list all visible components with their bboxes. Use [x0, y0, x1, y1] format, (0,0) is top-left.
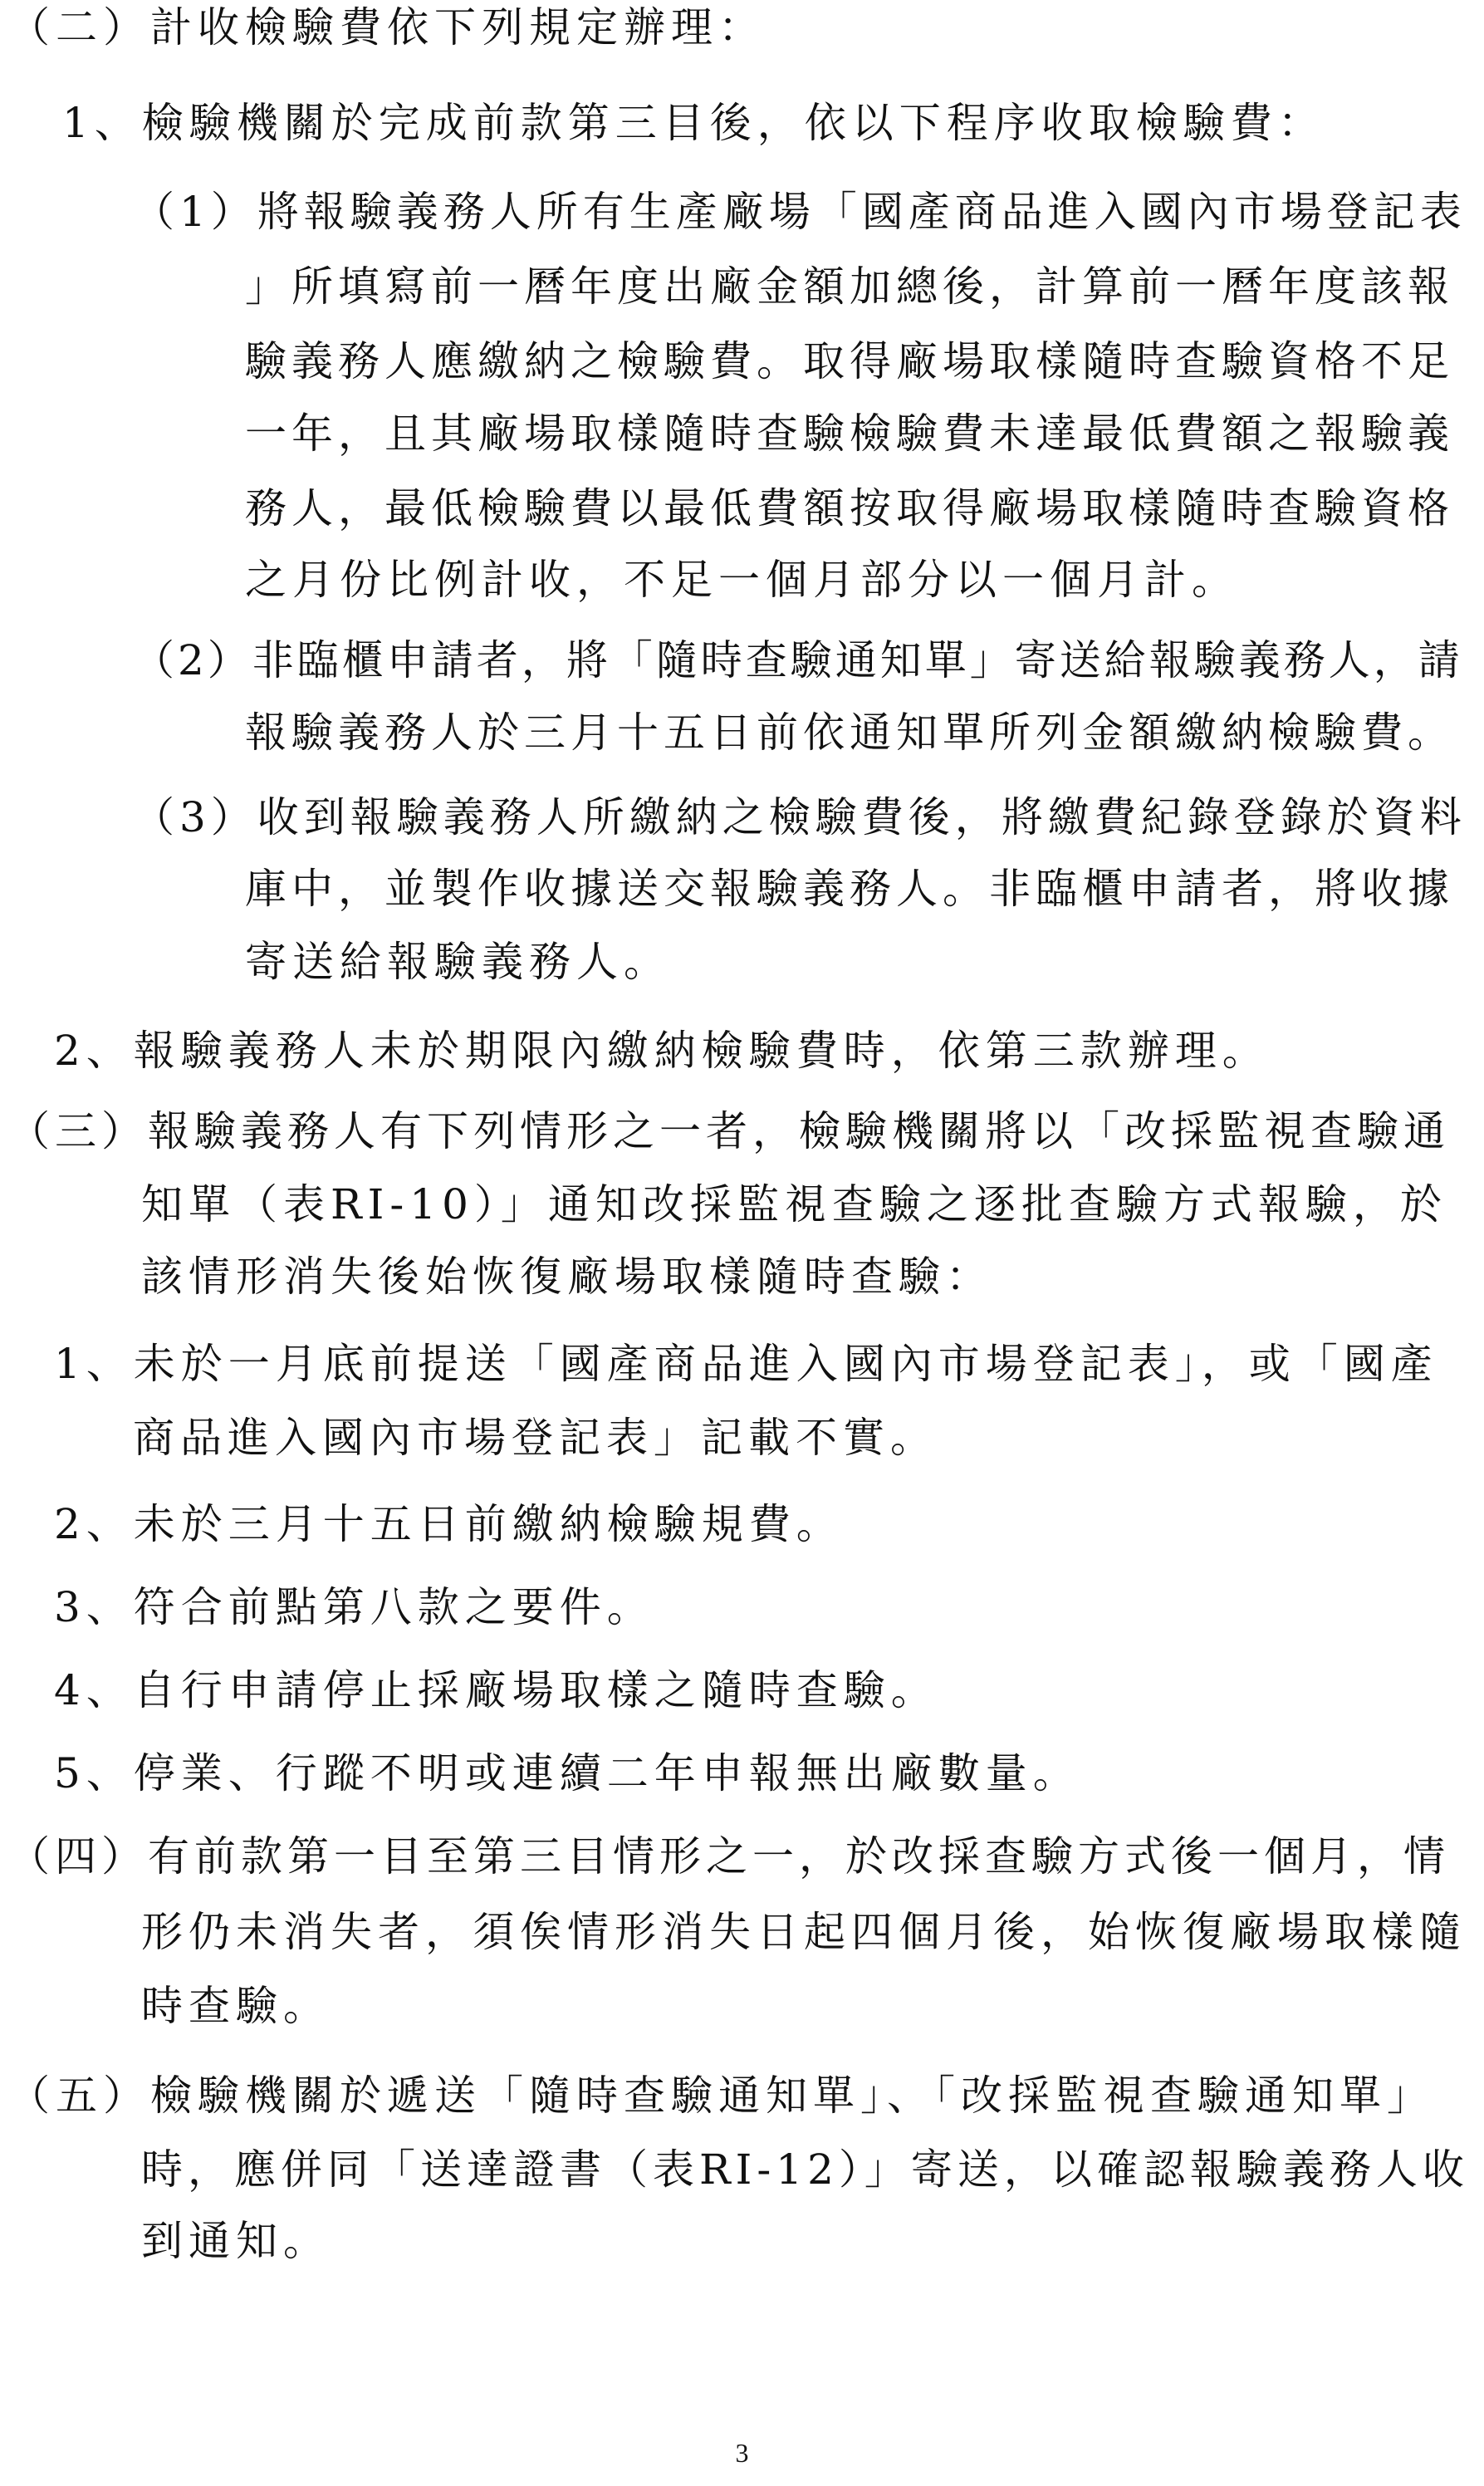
- section-4-line-2: 形仍未消失者，須俟情形消失日起四個月後，始恢復廠場取樣隨: [141, 1908, 1467, 1956]
- item-1-heading: 1、檢驗機關於完成前款第三目後，依以下程序收取檢驗費：: [62, 99, 1325, 147]
- page-number: 3: [735, 2438, 749, 2468]
- subitem-1-line-3: 驗義務人應繳納之檢驗費。取得廠場取樣隨時查驗資格不足: [245, 337, 1454, 385]
- section-3-item-1-line-1: 1、未於一月底前提送「國產商品進入國內市場登記表」，或「國產: [54, 1340, 1438, 1388]
- subitem-1-line-6: 之月份比例計收，不足一個月部分以一個月計。: [245, 556, 1239, 604]
- section-5-line-2: 時，應併同「送達證書（表RI-12）」寄送，以確認報驗義務人收: [141, 2145, 1469, 2194]
- subitem-1-line-4: 一年，且其廠場取樣隨時查驗檢驗費未達最低費額之報驗義: [245, 409, 1454, 458]
- subitem-1-line-1: （1）將報驗義務人所有生產廠場「國產商品進入國內市場登記表: [133, 188, 1467, 236]
- subitem-2-line-1: （2）非臨櫃申請者，將「隨時查驗通知單」寄送給報驗義務人，請: [133, 636, 1463, 684]
- subitem-3-line-2: 庫中，並製作收據送交報驗義務人。非臨櫃申請者，將收據: [245, 865, 1454, 913]
- section-3-line-2: 知單（表RI-10）」通知改採監視查驗之逐批查驗方式報驗，於: [141, 1180, 1447, 1228]
- section-5-line-1: （五）檢驗機關於遞送「隨時查驗通知單」、「改採監視查驗通知單」: [8, 2072, 1434, 2120]
- section-2-heading: （二）計收檢驗費依下列規定辦理：: [8, 3, 766, 51]
- section-3-item-5: 5、停業、行蹤不明或連續二年申報無出廠數量。: [54, 1749, 1080, 1797]
- section-4-line-1: （四）有前款第一目至第三目情形之一，於改採查驗方式後一個月，情: [8, 1832, 1450, 1880]
- subitem-2-line-2: 報驗義務人於三月十五日前依通知單所列金額繳納檢驗費。: [245, 709, 1454, 757]
- section-3-item-1-line-2: 商品進入國內市場登記表」記載不實。: [133, 1414, 938, 1462]
- subitem-3-line-1: （3）收到報驗義務人所繳納之檢驗費後，將繳費紀錄登錄於資料: [133, 793, 1467, 841]
- subitem-3-line-3: 寄送給報驗義務人。: [245, 938, 671, 986]
- section-3-line-3: 該情形消失後始恢復廠場取樣隨時查驗：: [141, 1253, 993, 1301]
- section-3-item-3: 3、符合前點第八款之要件。: [54, 1583, 654, 1631]
- section-3-item-4: 4、自行申請停止採廠場取樣之隨時查驗。: [54, 1666, 938, 1714]
- section-4-line-3: 時查驗。: [141, 1982, 331, 2030]
- item-2: 2、報驗義務人未於期限內繳納檢驗費時，依第三款辦理。: [54, 1027, 1270, 1075]
- section-5-line-3: 到通知。: [141, 2217, 331, 2265]
- subitem-1-line-5: 務人，最低檢驗費以最低費額按取得廠場取樣隨時查驗資格: [245, 484, 1454, 532]
- subitem-1-line-2: 」所填寫前一曆年度出廠金額加總後，計算前一曆年度該報: [245, 262, 1454, 311]
- section-3-item-2: 2、未於三月十五日前繳納檢驗規費。: [54, 1500, 844, 1548]
- section-3-line-1: （三）報驗義務人有下列情形之一者，檢驗機關將以「改採監視查驗通: [8, 1107, 1450, 1155]
